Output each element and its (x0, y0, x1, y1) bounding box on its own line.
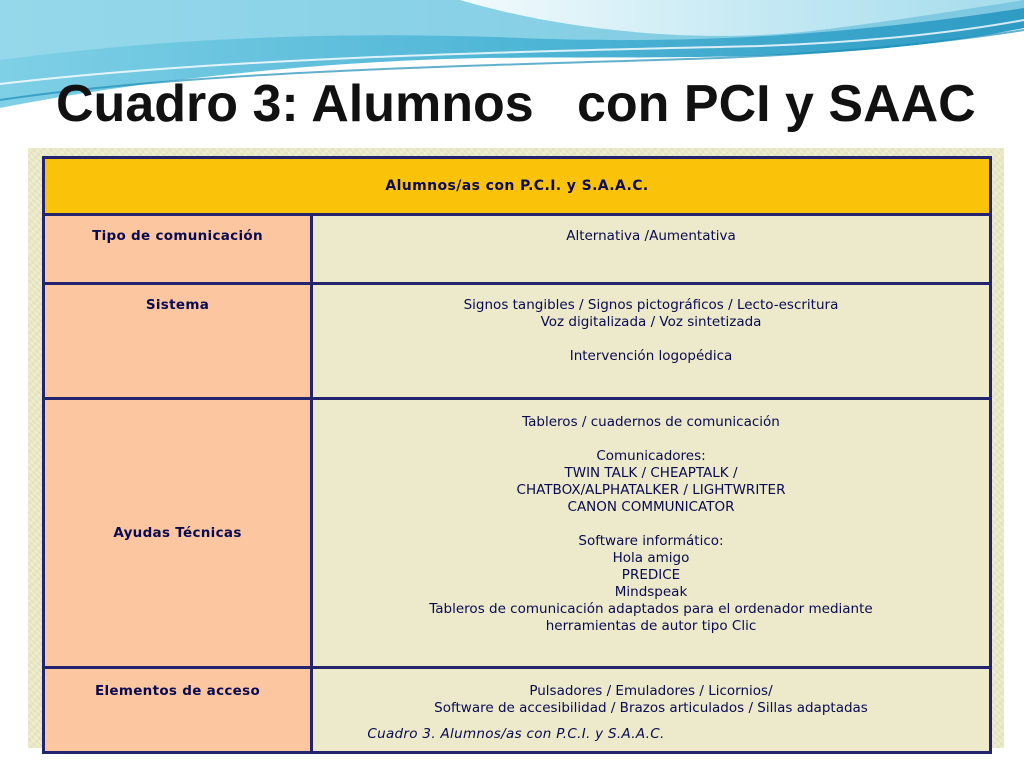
value-line: Hola amigo (612, 550, 690, 566)
value-line: Alternativa /Aumentativa (566, 228, 736, 244)
row-value-ayudas-tecnicas (312, 399, 991, 668)
table-row (44, 284, 991, 399)
value-line: CANON COMMUNICATOR (567, 499, 735, 515)
value-line: PREDICE (621, 567, 681, 583)
row-label-sistema: Sistema (44, 284, 312, 399)
row-value-tipo-comunicacion (312, 215, 991, 284)
value-line: TWIN TALK / CHEAPTALK / (564, 465, 738, 481)
value-line: CHATBOX/ALPHATALKER / LIGHTWRITER (516, 482, 786, 498)
value-line: Mindspeak (614, 584, 688, 600)
value-line: Software informático: (578, 533, 724, 549)
table-header-row (44, 158, 991, 215)
row-label-ayudas-tecnicas: Ayudas Técnicas (44, 399, 312, 668)
value-line: Intervención logopédica (569, 348, 733, 364)
value-line: Pulsadores / Emuladores / Licornios/ (529, 683, 773, 699)
value-line: Comunicadores: (596, 448, 706, 464)
slide-title: Cuadro 3: Alumnos con PCI y SAAC (56, 75, 976, 133)
table-row (44, 215, 991, 284)
value-line: Voz digitalizada / Voz sintetizada (540, 314, 762, 330)
value-line: Signos tangibles / Signos pictográficos / Lecto-escritura (463, 297, 839, 313)
value-line: Software de accesibilidad / Brazos articulados / Sillas adaptadas (434, 700, 868, 716)
pci-saac-table (42, 156, 992, 754)
row-value-sistema (312, 284, 991, 399)
table-row (44, 399, 991, 668)
row-label-tipo-comunicacion: Tipo de comunicación (44, 215, 312, 284)
table-header: Alumnos/as con P.C.I. y S.A.A.C. (44, 158, 991, 215)
value-line: Tableros de comunicación adaptados para el ordenador mediante (429, 601, 873, 617)
table-image (28, 148, 1004, 748)
table-caption: Cuadro 3. Alumnos/as con P.C.I. y S.A.A.C. (367, 726, 665, 742)
row-label-elementos-acceso: Elementos de acceso (44, 668, 312, 753)
value-line: herramientas de autor tipo Clic (545, 618, 757, 634)
value-line: Tableros / cuadernos de comunicación (522, 414, 780, 430)
